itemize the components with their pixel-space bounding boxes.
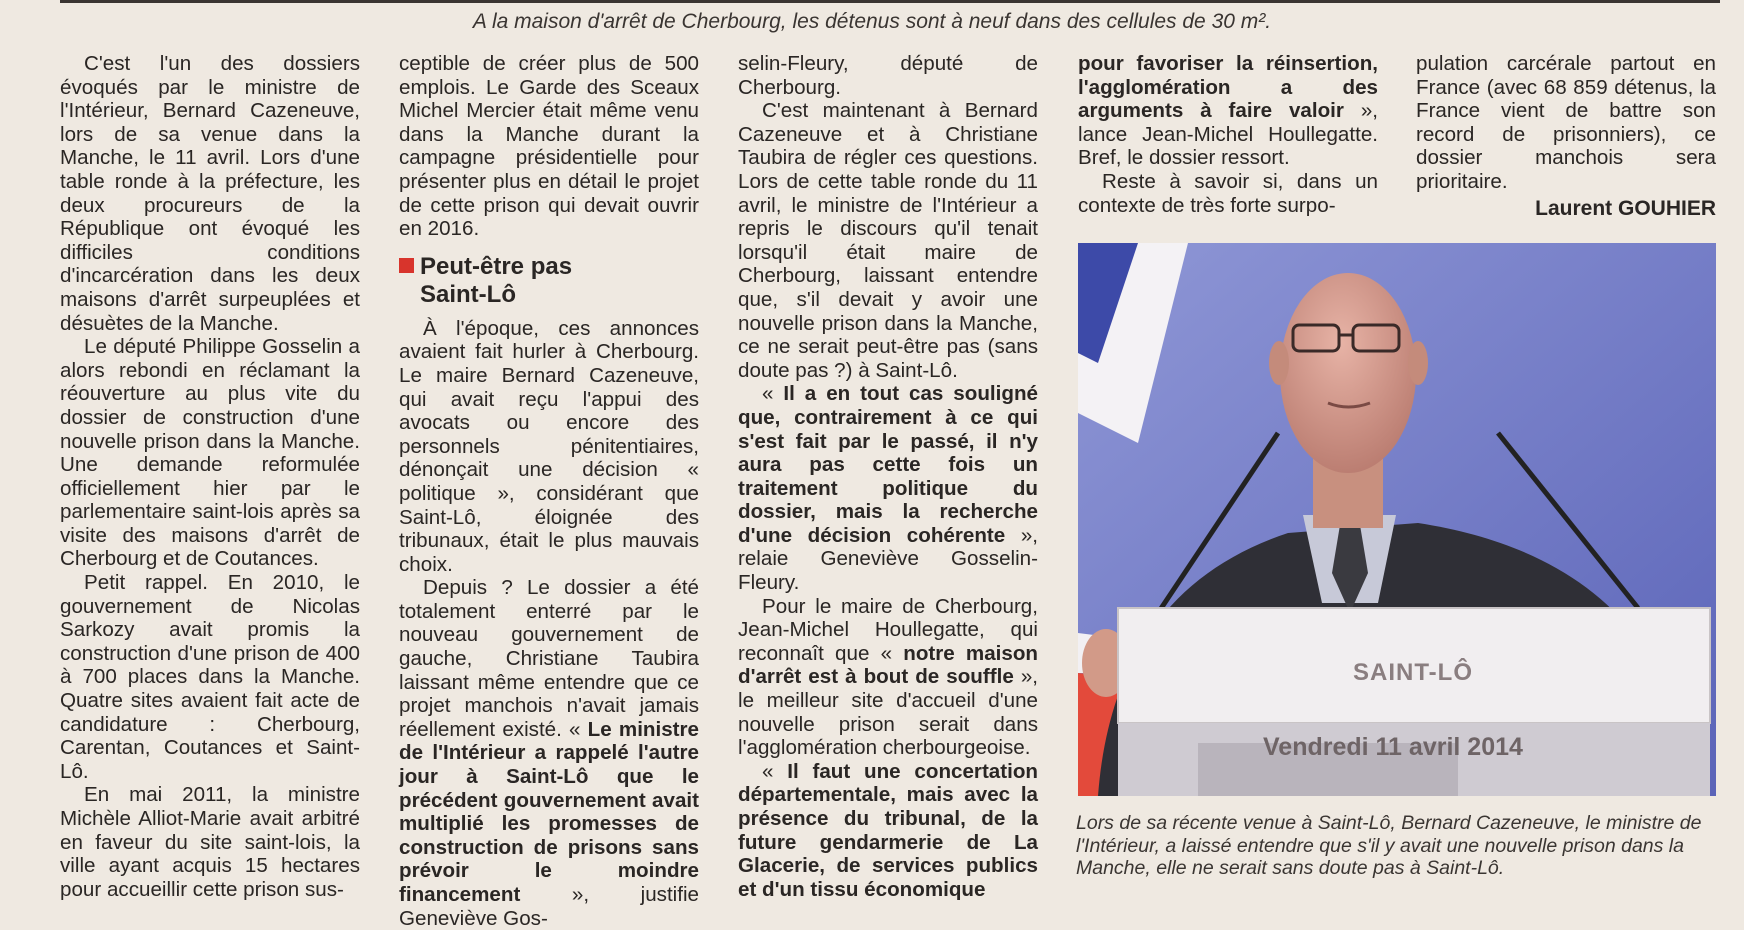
quote-bold: Le ministre de l'Intérieur a rappelé l'autre jour à Saint-Lô que le précédent gouvernement avait multiplié les promesses de construction de prisons sans prévoir le moindre financement xyxy=(399,717,699,906)
paragraph: selin-Fleury, député de Cherbourg. xyxy=(738,52,1038,99)
red-square-icon xyxy=(399,258,414,273)
text-run: », justifie Geneviève Gos- xyxy=(399,883,699,930)
paragraph: Le député Philippe Gosselin a alors rebondi en réclamant la réouverture au plus vite du dossier de construction d'une nouvelle prison dans la Manche. Une demande reformulée officiellement hier par le parlementaire saint-lois après sa visite des maisons d'arrêt de Cherbourg et de Coutances. xyxy=(60,335,360,571)
paragraph: En mai 2011, la ministre Michèle Alliot-Marie avait arbitré en faveur du site saint-lois, la ville ayant acquis 15 hectares pour accueillir cette prison sus- xyxy=(60,783,360,901)
photo-caption: Lors de sa récente venue à Saint-Lô, Bernard Cazeneuve, le ministre de l'Intérieur, a laissé entendre que s'il y avait une nouvelle prison dans la Manche, elle ne serait sans doute pas à Saint-Lô. xyxy=(1076,812,1702,879)
subhead-line-2: Saint-Lô xyxy=(420,280,516,308)
paragraph: pulation carcérale partout en France (avec 68 859 détenus, la France vient de battre son record de prisonniers), ce dossier manchois sera prioritaire. xyxy=(1416,52,1716,193)
text-run: « xyxy=(762,382,784,406)
paragraph xyxy=(399,576,699,930)
article-column-5 xyxy=(1416,52,1716,194)
header-photo-caption: A la maison d'arrêt de Cherbourg, les détenus sont à neuf dans des cellules de 30 m². xyxy=(472,10,1272,33)
article-column-3 xyxy=(738,52,1038,901)
top-rule xyxy=(60,0,1720,3)
quote-bold: Il faut une concertation départementale, mais avec la présence du tribunal, de la future gendarmerie de La Glacerie, de services publics et d'un tissu économique xyxy=(738,759,1038,901)
text-run: Depuis ? Le dossier a été totalement enterré par le nouveau gouvernement de gauche, Christiane Taubira laissant même entendre que ce projet manchois n'avait jamais réellement existé. « xyxy=(399,576,699,741)
paragraph xyxy=(738,595,1038,760)
article-column-1 xyxy=(60,52,360,901)
author-byline: Laurent GOUHIER xyxy=(1535,197,1716,220)
article-column-4 xyxy=(1078,52,1378,217)
podium-sign-city: SAINT-LÔ xyxy=(1353,659,1473,686)
text-run: Pour le maire de Cherbourg, Jean-Michel Houllegatte, qui reconnaît que « xyxy=(738,594,1038,665)
quote-bold: notre maison d'arrêt est à bout de souffle xyxy=(738,641,1038,689)
paragraph xyxy=(738,760,1038,902)
quote-bold: pour favoriser la réinsertion, l'agglomération a des arguments à faire valoir xyxy=(1078,52,1378,123)
text-run: « xyxy=(762,759,788,783)
paragraph xyxy=(1078,52,1378,170)
podium-sign-date: Vendredi 11 avril 2014 xyxy=(1263,733,1523,761)
paragraph: C'est maintenant à Bernard Cazeneuve et à Christiane Taubira de régler ces questions. Lors de cette table ronde du 11 avril, le ministre de l'Intérieur a repris le discours qu'il tenait lorsqu'il était maire de Cherbourg, laissant entendre que, s'il devait y avoir une nouvelle prison dans la Manche, ce ne serait peut-être pas (sans doute pas ?) à Saint-Lô. xyxy=(738,99,1038,382)
article-column-2 xyxy=(399,52,699,930)
text-run: », le meilleur site d'accueil d'une nouvelle prison serait dans l'agglomération cherbourgeoise. xyxy=(738,665,1038,760)
paragraph: Petit rappel. En 2010, le gouvernement de Nicolas Sarkozy avait promis la construction d'une prison de 400 à 700 places dans la Manche. Quatre sites avaient fait acte de candidature : Cherbourg, Carentan, Coutances et Saint-Lô. xyxy=(60,571,360,783)
section-subhead xyxy=(399,253,699,309)
paragraph: C'est l'un des dossiers évoqués par le ministre de l'Intérieur, Bernard Cazeneuve, lors de sa venue dans la Manche, le 11 avril. Lors d'une table ronde à la préfecture, les deux procureurs de la République ont évoqué les difficiles conditions d'incarcération dans les deux maisons d'arrêt surpeuplées et désuètes de la Manche. xyxy=(60,52,360,335)
paragraph: ceptible de créer plus de 500 emplois. Le Garde des Sceaux Michel Mercier était même venu dans la Manche durant la campagne présidentielle pour présenter plus en détail le projet de cette prison qui devait ouvrir en 2016. xyxy=(399,52,699,241)
paragraph: À l'époque, ces annonces avaient fait hurler à Cherbourg. Le maire Bernard Cazeneuve, qui avait reçu l'appui des avocats ou encore des personnels pénitentiaires, dénonçait une décision « politique », considérant que Saint-Lô, éloignée des tribunaux, était le plus mauvais choix. xyxy=(399,316,699,576)
paragraph xyxy=(738,382,1038,594)
paragraph: Reste à savoir si, dans un contexte de très forte surpo- xyxy=(1078,169,1378,217)
subhead-line-1: Peut-être pas xyxy=(420,252,573,280)
text-run: », lance Jean-Michel Houllegatte. Bref, le dossier ressort. xyxy=(1078,99,1378,170)
quote-bold: Il a en tout cas souligné que, contrairement à ce qui s'est fait par le passé, il n'y aura pas cette fois un traitement politique du dossier, mais la recherche d'une décision cohérente xyxy=(738,382,1038,547)
article-photo xyxy=(1078,243,1716,796)
photo-illustration xyxy=(1078,243,1716,796)
text-run: », relaie Geneviève Gosselin-Fleury. xyxy=(738,523,1038,595)
